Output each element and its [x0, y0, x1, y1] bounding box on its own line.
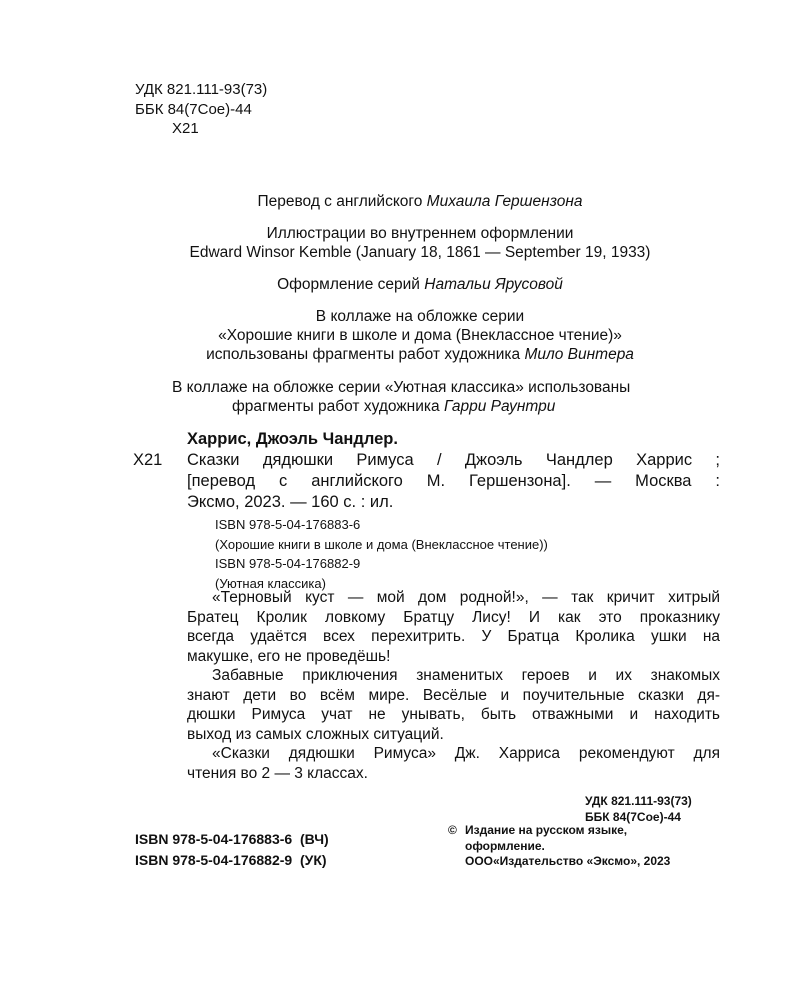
- bib-line-1: Сказки дядюшки Римуса / Джоэль Чандлер Харрис ;: [187, 451, 720, 469]
- illustrations-line-2: Edward Winsor Kemble (January 18, 1861 — September 19, 1933): [189, 244, 651, 261]
- bbk-code-bottom: ББК 84(7Сое)-44: [585, 809, 681, 824]
- isbn-2: ISBN 978-5-04-176882-9: [215, 556, 361, 571]
- annotation-p2-l4: выход из самых сложных ситуаций.: [187, 725, 444, 743]
- illustrations-credit: [100, 224, 740, 262]
- bbk-code: ББК 84(7Сое)-44: [135, 100, 252, 118]
- collage1-line-2: «Хорошие книги в школе и дома (Внеклассное чтение)»: [218, 327, 622, 344]
- annotation-p2-l1: Забавные приключения знаменитых героев и их знакомых: [212, 667, 720, 684]
- annotation-p3-l1: «Сказки дядюшки Римуса» Дж. Харриса рекомендуют для: [212, 745, 720, 762]
- copyright-line-2: оформление.: [465, 838, 545, 853]
- collage2-line-1: В коллаже на обложке серии «Уютная классика» использованы: [172, 379, 631, 396]
- copyright-line-1: Издание на русском языке,: [465, 823, 628, 837]
- isbn-1: ISBN 978-5-04-176883-6: [215, 517, 361, 532]
- translator-name: Михаила Гершензона: [426, 193, 583, 210]
- isbn-bottom: [135, 829, 329, 871]
- classification-codes-bottom: [585, 794, 692, 825]
- annotation-p1-l3: всегда удаётся всех перехитрить. У Братца Кролика ушки на: [187, 628, 720, 645]
- udk-code: УДК 821.111-93(73): [135, 81, 268, 98]
- translation-credit: [100, 192, 740, 211]
- illustrations-line-1: Иллюстрации во внутреннем оформлении: [266, 225, 574, 242]
- series-2: (Уютная классика): [215, 575, 326, 591]
- copyright-row: [448, 823, 670, 839]
- series-design-credit: [100, 275, 740, 294]
- series-designer-name: Натальи Ярусовой: [424, 276, 563, 293]
- annotation-p2-l3: дюшки Римуса учат не унывать, быть отважными и находить: [187, 706, 720, 723]
- collage-credit-2: [172, 378, 630, 416]
- collage1-prefix: использованы фрагменты работ художника: [206, 346, 521, 363]
- bib-line-2: [перевод с английского М. Гершензона]. — Москва :: [187, 472, 720, 490]
- collage2-artist: Гарри Раунтри: [443, 398, 556, 415]
- annotation-p1-l2: Братец Кролик ловкому Братцу Лису! И как это проказнику: [187, 608, 720, 626]
- author-mark: Х21: [172, 120, 199, 137]
- bib-first-row: [133, 450, 720, 471]
- annotation-p1-l4: макушке, его не проведёшь!: [187, 647, 391, 665]
- series-design-prefix: Оформление серий: [277, 276, 420, 293]
- author-heading: Харрис, Джоэль Чандлер.: [187, 430, 398, 448]
- bib-author-mark: Х21: [133, 451, 163, 469]
- annotation: [187, 588, 720, 783]
- credits-block: [100, 192, 740, 377]
- bibliographic-record: [133, 429, 720, 513]
- copyright-notice: [448, 823, 670, 870]
- isbn-bottom-2: ISBN 978-5-04-176882-9 (УК): [135, 852, 327, 868]
- collage1-artist: Мило Винтера: [524, 346, 634, 363]
- translation-prefix: Перевод с английского: [257, 193, 423, 210]
- collage1-line-3: [100, 345, 740, 364]
- isbn-series-list: [215, 515, 548, 593]
- isbn-bottom-1: ISBN 978-5-04-176883-6 (ВЧ): [135, 831, 329, 847]
- annotation-p1-l1: «Терновый куст — мой дом родной!», — так кричит хитрый: [212, 589, 720, 606]
- collage-credit-1: [100, 307, 740, 364]
- bib-line-3: Эксмо, 2023. — 160 с. : ил.: [187, 493, 394, 511]
- collage1-line-1: В коллаже на обложке серии: [315, 308, 525, 325]
- udk-code-bottom: УДК 821.111-93(73): [585, 794, 692, 808]
- collage2-line-2: [172, 397, 630, 416]
- classification-codes-top: [135, 80, 267, 139]
- collage2-prefix: фрагменты работ художника: [232, 398, 440, 415]
- copyright-symbol: ©: [448, 823, 457, 837]
- series-1: (Хорошие книги в школе и дома (Внеклассное чтение)): [215, 536, 548, 552]
- annotation-p3-l2: чтения во 2 — 3 классах.: [187, 764, 368, 782]
- copyright-line-3: ООО«Издательство «Эксмо», 2023: [465, 854, 671, 868]
- annotation-p2-l2: знают дети во всём мире. Весёлые и поучительные сказки дя-: [187, 686, 720, 704]
